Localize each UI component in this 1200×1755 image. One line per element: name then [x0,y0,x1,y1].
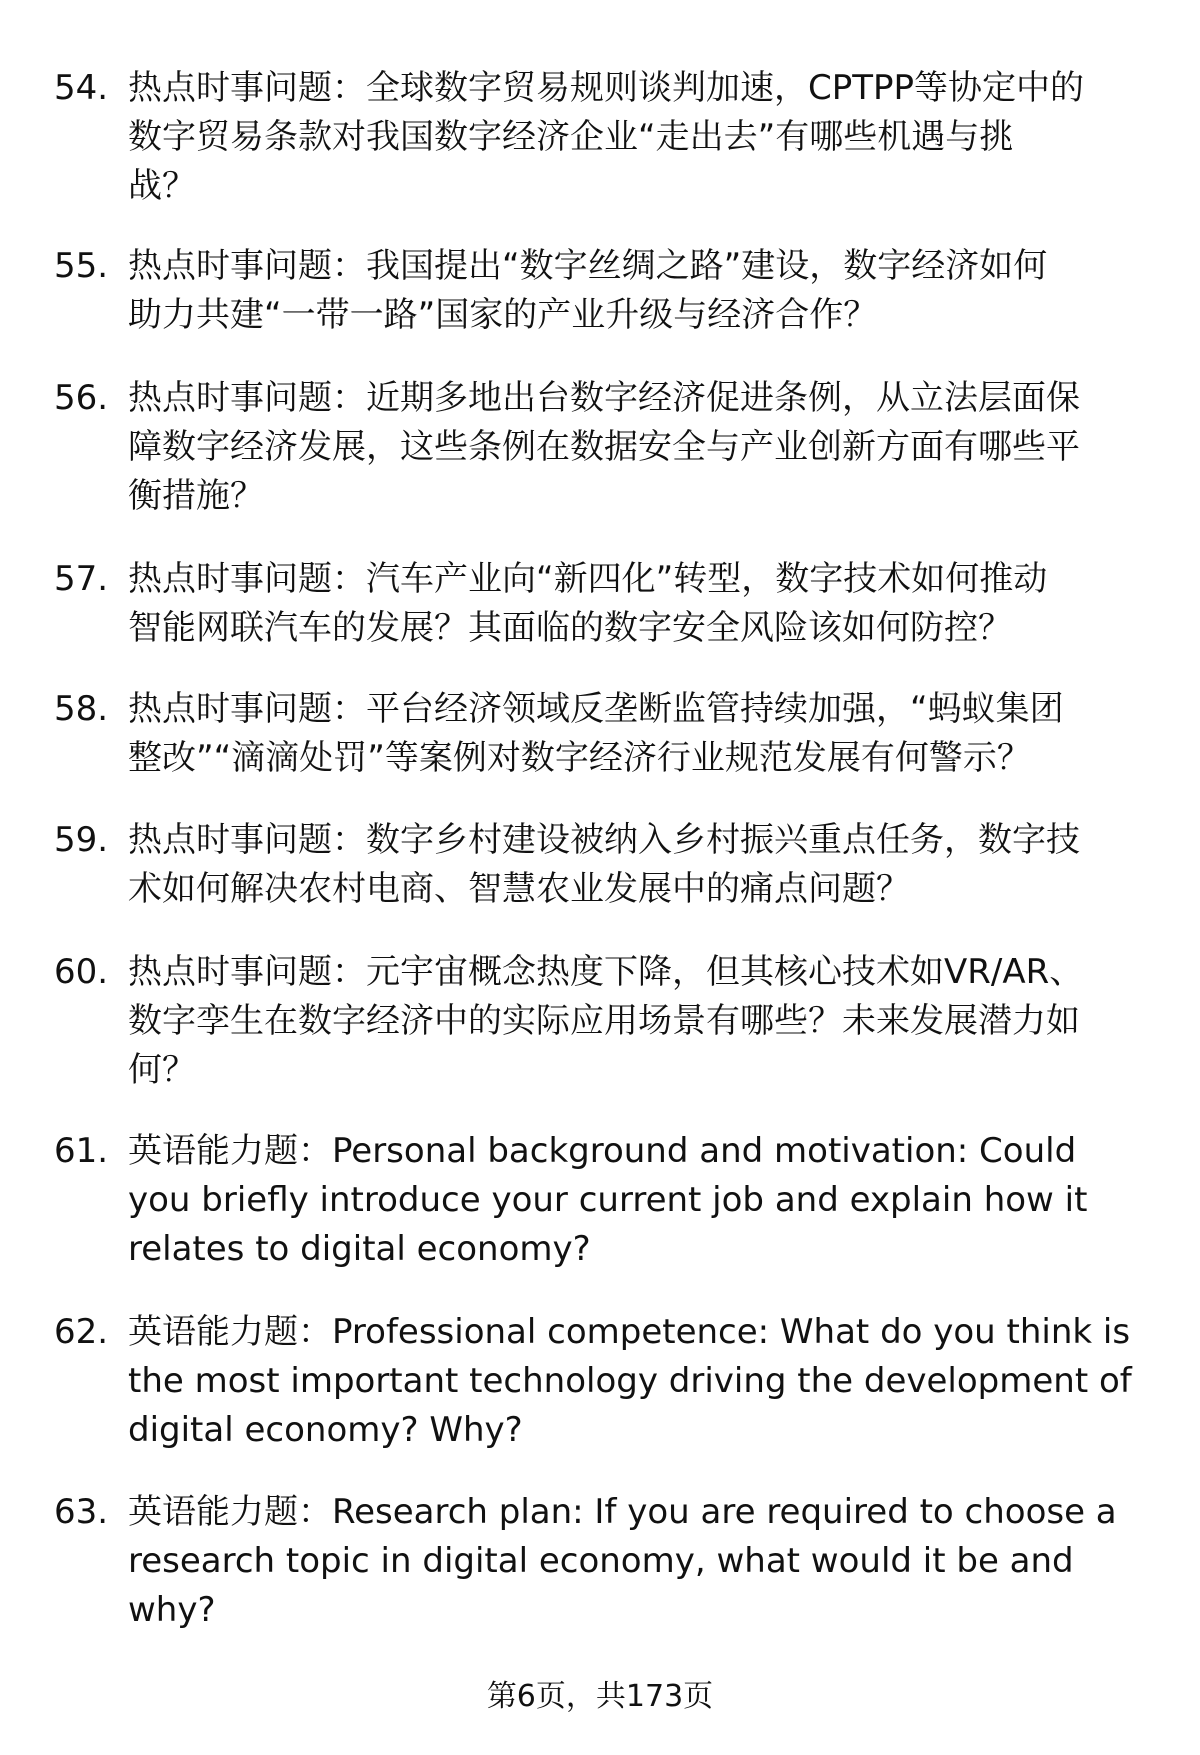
question-text [128,374,1080,521]
question-number: 60. [54,952,109,992]
question-number: 62. [54,1312,109,1352]
question-text-line: 战？ [128,166,196,206]
question-text-line: 术如何解决农村电商、智慧农业发展中的痛点问题？ [128,869,910,909]
question-number: 61. [54,1131,109,1171]
question-text-line: 热点时事问题：平台经济领域反垄断监管持续加强，“蚂蚁集团 [128,689,1064,729]
question-text-line: 数字贸易条款对我国数字经济企业“走出去”有哪些机遇与挑 [128,117,1014,157]
question-text-line: 热点时事问题：数字乡村建设被纳入乡村振兴重点任务，数字技 [128,820,1080,860]
question-text-line: research topic in digital economy, what would it be and [128,1541,1074,1581]
page-number-footer: 第6页，共173页 [486,1679,714,1714]
question-text-line: 智能网联汽车的发展？其面临的数字安全风险该如何防控？ [128,608,1012,648]
question-text-line: why? [128,1590,216,1630]
question-number: 59. [54,820,109,860]
question-text [128,685,1064,783]
question-text-line: 英语能力题：Professional competence: What do you think is [128,1312,1131,1352]
question-text-line: 热点时事问题：近期多地出台数字经济促进条例，从立法层面保 [128,378,1080,418]
question-text [128,242,1047,340]
question-text-line: 障数字经济发展，这些条例在数据安全与产业创新方面有哪些平 [128,427,1080,467]
question-text-line: 英语能力题：Personal background and motivation: Could [128,1131,1077,1171]
question-text-line: 衡措施？ [128,476,264,516]
question-text-line: 热点时事问题：汽车产业向“新四化”转型，数字技术如何推动 [128,559,1048,599]
question-text [128,1127,1087,1274]
question-number: 56. [54,378,109,418]
question-text-line: the most important technology driving the development of [128,1361,1132,1401]
question-text-line: 热点时事问题：全球数字贸易规则谈判加速，CPTPP等协定中的 [128,68,1085,108]
question-text [128,64,1084,211]
question-number: 55. [54,246,109,286]
question-text [128,1308,1132,1455]
question-text [128,1488,1117,1635]
question-text-line: digital economy? Why? [128,1410,523,1450]
question-number: 57. [54,559,109,599]
question-text [128,816,1080,914]
question-text-line: 整改”“滴滴处罚”等案例对数字经济行业规范发展有何警示？ [128,738,1031,778]
question-number: 63. [54,1492,109,1532]
question-text [128,948,1083,1095]
question-text-line: relates to digital economy? [128,1229,591,1269]
question-number: 58. [54,689,109,729]
question-number: 54. [54,68,109,108]
question-text-line: 热点时事问题：元宇宙概念热度下降，但其核心技术如VR/AR、 [128,952,1084,992]
question-text-line: you briefly introduce your current job and explain how it [128,1180,1088,1220]
question-text-line: 热点时事问题：我国提出“数字丝绸之路”建设，数字经济如何 [128,246,1048,286]
question-text-line: 助力共建“一带一路”国家的产业升级与经济合作？ [128,295,878,335]
question-text-line: 英语能力题：Research plan: If you are required to choose a [128,1492,1117,1532]
question-text [128,555,1047,653]
question-text-line: 何？ [128,1050,196,1090]
question-text-line: 数字孪生在数字经济中的实际应用场景有哪些？未来发展潜力如 [128,1001,1080,1041]
